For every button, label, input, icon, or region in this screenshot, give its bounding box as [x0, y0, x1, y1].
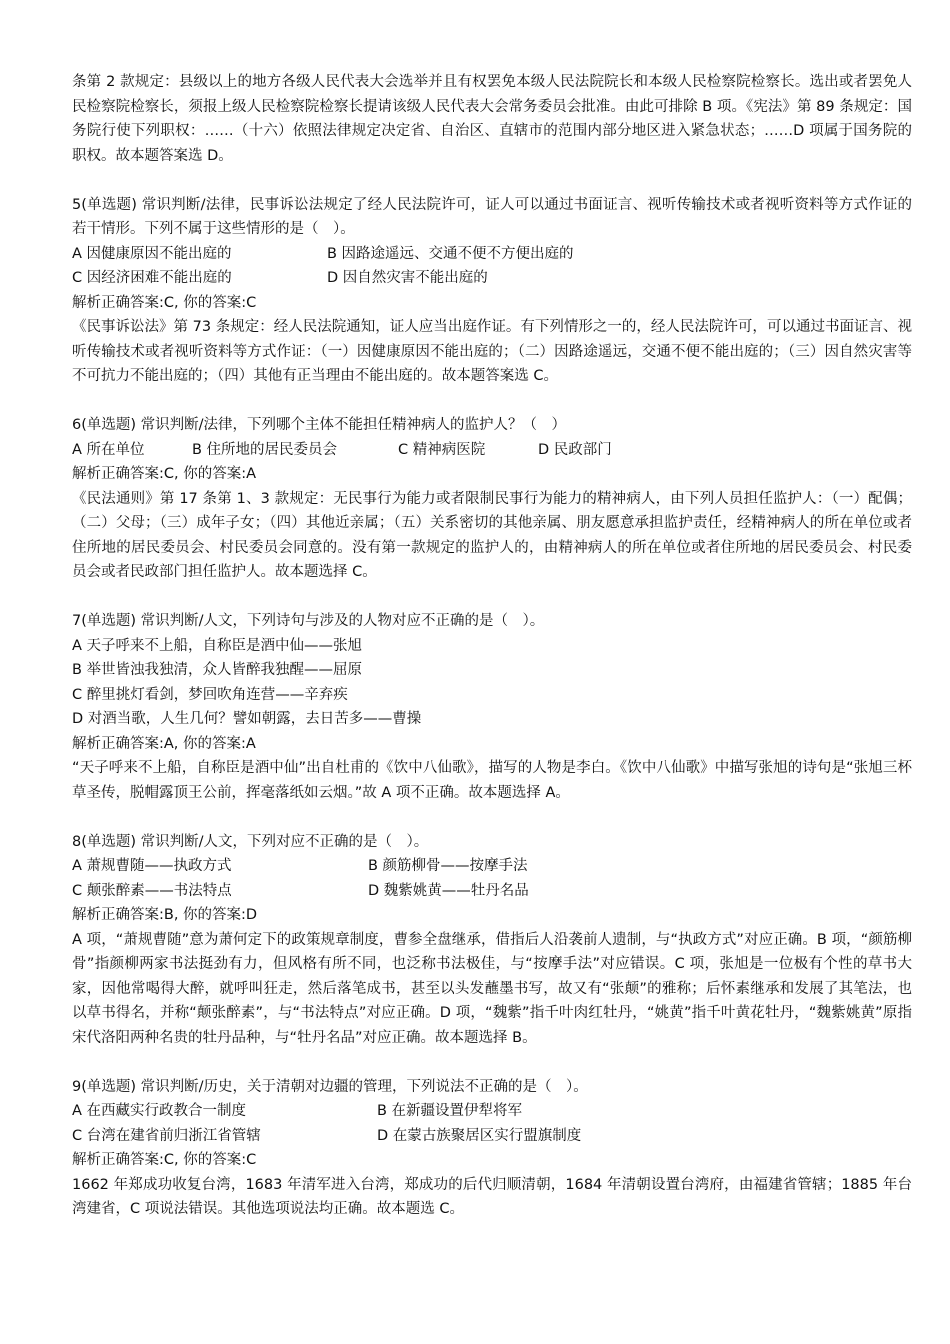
option-b: B 在新疆设置伊犁将军: [377, 1103, 523, 1119]
question-5: [72, 193, 912, 389]
option-d: D 魏紫姚黄——牡丹名品: [368, 882, 529, 899]
analysis-text: A 项，“萧规曹随”意为萧何定下的政策规章制度，曹参全盘继承，借指后人沿袭前人遗制，与“执政方式”对应正确。B 项，“颜筋柳骨”指颜柳两家书法挺劲有力，但风格有所不同，也泛称书法极佳，与“按摩手法”对应错误。C 项，张旭是一位极有个性的草书大家，因他常喝得大醉，就呼叫狂走，然后落笔成书，甚至以头发蘸墨书写，故又有“张颠”的雅称；后怀素继承和发展了其笔法，也以草书得名，并称“颠张醉素”，与“书法特点”对应正确。D 项，“魏紫”指千叶肉红牡丹，“姚黄”指千叶黄花牡丹，“魏紫姚黄”原指宋代洛阳两种名贵的牡丹品种，与“牡丹名品”对应正确。故本题选择 B。: [72, 931, 912, 1046]
answer-line: 解析正确答案:C, 你的答案:C: [72, 1152, 257, 1168]
option-c: C 精神病医院: [398, 441, 486, 458]
options-row: [72, 1124, 912, 1149]
analysis-text: “天子呼来不上船，自称臣是酒中仙”出自杜甫的《饮中八仙歌》，描写的人物是李白。《饮中八仙歌》中描写张旭的诗句是“张旭三杯草圣传，脱帽露顶王公前，挥毫落纸如云烟。”故 A 项不正确。故本题选择 A。: [72, 760, 912, 801]
option-b: B 举世皆浊我独清，众人皆醉我独醒——屈原: [72, 662, 363, 678]
question-8: [72, 830, 912, 1051]
question-stem: 6(单选题) 常识判断/法律，下列哪个主体不能担任精神病人的监护人？（ ）: [72, 417, 567, 433]
option-a: A 因健康原因不能出庭的: [72, 245, 232, 262]
option-a: A 在西藏实行政教合一制度: [72, 1103, 247, 1119]
analysis-text: 1662 年郑成功收复台湾，1683 年清军进入台湾，郑成功的后代归顺清朝，1684 年清朝设置台湾府，由福建省管辖；1885 年台湾建省，C 项说法错误。其他选项说法均正确。故本题选 C。: [72, 1176, 912, 1217]
option-b: B 住所地的居民委员会: [192, 441, 338, 458]
analysis-text: 《民事诉讼法》第 73 条规定：经人民法院通知，证人应当出庭作证。有下列情形之一的，经人民法院许可，可以通过书面证言、视听传输技术或者视听资料等方式作证：（一）因健康原因不能出庭的；（二）因路途遥远，交通不便不能出庭的；（三）因自然灾害等不可抗力不能出庭的；（四）其他有正当理由不能出庭的。故本题答案选 C。: [72, 319, 912, 384]
option-b: B 因路途遥远、交通不便不方便出庭的: [327, 245, 574, 262]
options-row: [72, 854, 912, 879]
option-c: C 醉里挑灯看剑，梦回吹角连营——辛弃疾: [72, 686, 348, 703]
question-stem: 9(单选题) 常识判断/历史，关于清朝对边疆的管理，下列说法不正确的是（ ）。: [72, 1078, 588, 1095]
options-row: [72, 266, 912, 291]
question-stem: 8(单选题) 常识判断/人文，下列对应不正确的是（ ）。: [72, 833, 429, 850]
option-d: D 在蒙古族聚居区实行盟旗制度: [377, 1127, 582, 1144]
option-b: B 颜筋柳骨——按摩手法: [368, 858, 528, 874]
option-a: A 所在单位: [72, 441, 145, 458]
option-d: D 民政部门: [538, 441, 612, 458]
document-page: [72, 70, 912, 1246]
question-7: [72, 609, 912, 805]
options-row: [72, 438, 912, 463]
question-6: [72, 413, 912, 585]
question-stem: 7(单选题) 常识判断/人文，下列诗句与涉及的人物对应不正确的是（ ）。: [72, 613, 545, 629]
options-row: [72, 879, 912, 904]
option-a: A 萧规曹随——执政方式: [72, 858, 232, 874]
answer-line: 解析正确答案:C, 你的答案:A: [72, 466, 257, 482]
answer-line: 解析正确答案:B, 你的答案:D: [72, 907, 258, 923]
question-stem: 5(单选题) 常识判断/法律，民事诉讼法规定了经人民法院许可，证人可以通过书面证言、视听传输技术或者视听资料等方式作证的若干情形。下列不属于这些情形的是（ ）。: [72, 196, 912, 237]
question-9: [72, 1075, 912, 1222]
option-d: D 对酒当歌，人生几何？譬如朝露，去日苦多——曹操: [72, 711, 422, 727]
option-c: C 台湾在建省前归浙江省管辖: [72, 1127, 261, 1144]
answer-line: 解析正确答案:C, 你的答案:C: [72, 294, 257, 311]
option-d: D 因自然灾害不能出庭的: [327, 270, 488, 286]
option-c: C 因经济困难不能出庭的: [72, 270, 232, 286]
options-row: [72, 242, 912, 267]
option-c: C 颠张醉素——书法特点: [72, 882, 232, 899]
option-a: A 天子呼来不上船，自称臣是酒中仙——张旭: [72, 637, 363, 654]
intro-section: [72, 70, 912, 168]
answer-line: 解析正确答案:A, 你的答案:A: [72, 735, 256, 752]
analysis-text: 《民法通则》第 17 条第 1、3 款规定：无民事行为能力或者限制民事行为能力的精神病人，由下列人员担任监护人：（一）配偶；（二）父母；（三）成年子女；（四）其他近亲属；（五）关系密切的其他亲属、朋友愿意承担监护责任，经精神病人的所在单位或者住所地的居民委员会、村民委员会同意的。没有第一款规定的监护人的，由精神病人的所在单位或者住所地的居民委员会、村民委员会或者民政部门担任监护人。故本题选择 C。: [72, 490, 912, 580]
intro-paragraph: 条第 2 款规定：县级以上的地方各级人民代表大会选举并且有权罢免本级人民法院院长和本级人民检察院检察长。选出或者罢免人民检察院检察长，须报上级人民检察院检察长提请该级人民代表大会常务委员会批准。由此可排除 B 项。《宪法》第 89 条规定：国务院行使下列职权：……（十六）依照法律规定决定省、自治区、直辖市的范围内部分地区进入紧急状态；……D 项属于国务院的职权。故本题答案选 D。: [72, 74, 912, 164]
options-row: [72, 1099, 912, 1124]
